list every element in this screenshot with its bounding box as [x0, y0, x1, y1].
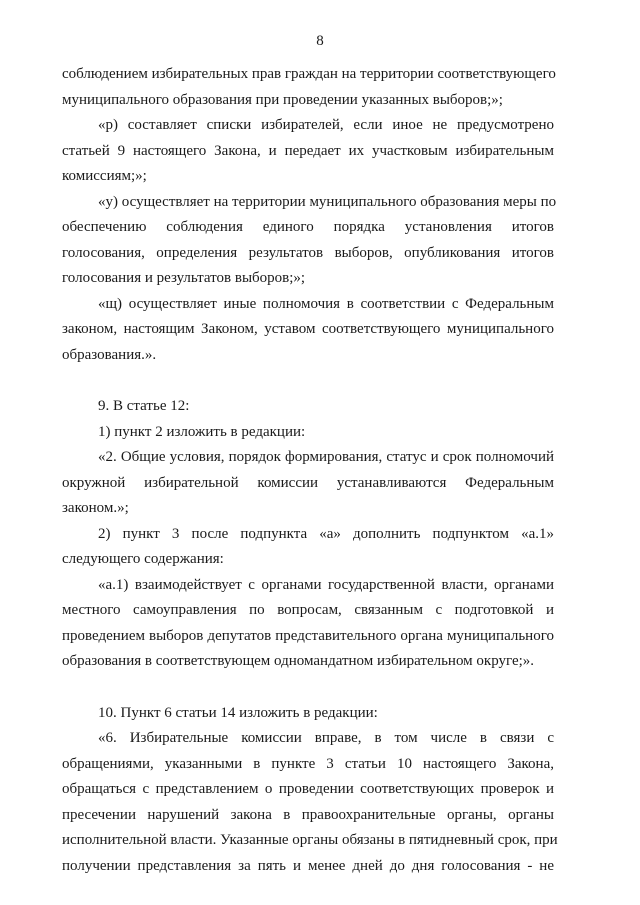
text-line: обращаться с представлением о проведении соответствующих проверок и [62, 781, 554, 797]
text-line: исполнительной власти. Указанные органы обязаны в пятидневный срок, при [62, 832, 558, 848]
section-9-quote-a1 [62, 573, 554, 675]
paragraph-item-shch [62, 292, 554, 369]
section-10-quote-6 [62, 726, 558, 879]
text-line: комиссиям;»; [62, 168, 147, 184]
text-line: статьей 9 настоящего Закона, и передает их участковым избирательным [62, 142, 554, 159]
text-line: соблюдением избирательных прав граждан на территории соответствующего [62, 66, 556, 82]
text-line: местного самоуправления по вопросам, связанным с подготовкой и [62, 602, 554, 618]
paragraph-item-u [62, 190, 557, 292]
paragraph-continuation [62, 62, 554, 113]
paragraph-gap [62, 675, 554, 701]
text-line: «6. Избирательные комиссии вправе, в том числе в связи с [98, 730, 554, 746]
section-9-heading [62, 394, 554, 420]
section-9-quote-2 [62, 445, 554, 522]
text-line: «у) осуществляет на территории муниципального образования меры по [98, 193, 557, 210]
paragraph-item-r [62, 113, 554, 190]
text-line: окружной избирательной комиссии устанавливаются Федеральным [62, 474, 554, 491]
text-line: пресечении нарушений закона в правоохранительные органы, органы [62, 806, 554, 823]
text-line: «а.1) взаимодействует с органами государственной власти, органами [98, 576, 554, 593]
text-line: голосования, определения результатов выборов, опубликования итогов [62, 244, 554, 261]
text-line: 2) пункт 3 после подпункта «а» дополнить подпунктом «а.1» [98, 525, 554, 542]
text-line: «щ) осуществляет иные полномочия в соответствии с Федеральным [98, 295, 554, 312]
document-body [62, 62, 558, 879]
text-line: законом.»; [62, 500, 129, 516]
text-line: образования в соответствующем одномандатном избирательном округе;». [62, 653, 535, 669]
text-line: муниципального образования при проведении указанных выборов;»; [62, 91, 503, 108]
text-line: получении представления за пять и менее дней до дня голосования - не [62, 857, 554, 874]
text-line: обеспечению соблюдения единого порядка установления итогов [62, 219, 554, 235]
paragraph-gap [62, 368, 554, 394]
text-line: обращениями, указанными в пункте 3 статьи 10 настоящего Закона, [62, 755, 554, 772]
text-line: 9. В статье 12: [98, 398, 190, 414]
text-line: голосования и результатов выборов;»; [62, 270, 306, 286]
text-line: «р) составляет списки избирателей, если иное не предусмотрено [98, 117, 554, 133]
section-9-item-1 [62, 420, 554, 446]
text-line: законом, настоящим Законом, уставом соответствующего муниципального [62, 321, 554, 337]
text-line: следующего содержания: [62, 551, 224, 567]
section-9-item-2 [62, 522, 554, 573]
text-line: 10. Пункт 6 статьи 14 изложить в редакции: [98, 704, 378, 721]
section-10-heading [62, 701, 554, 727]
text-line: образования.». [62, 346, 157, 363]
text-line: 1) пункт 2 изложить в редакции: [98, 423, 306, 440]
text-line: «2. Общие условия, порядок формирования, статус и срок полномочий [98, 449, 554, 465]
page-number: 8 [316, 33, 324, 49]
text-line: проведением выборов депутатов представительного органа муниципального [62, 627, 554, 644]
